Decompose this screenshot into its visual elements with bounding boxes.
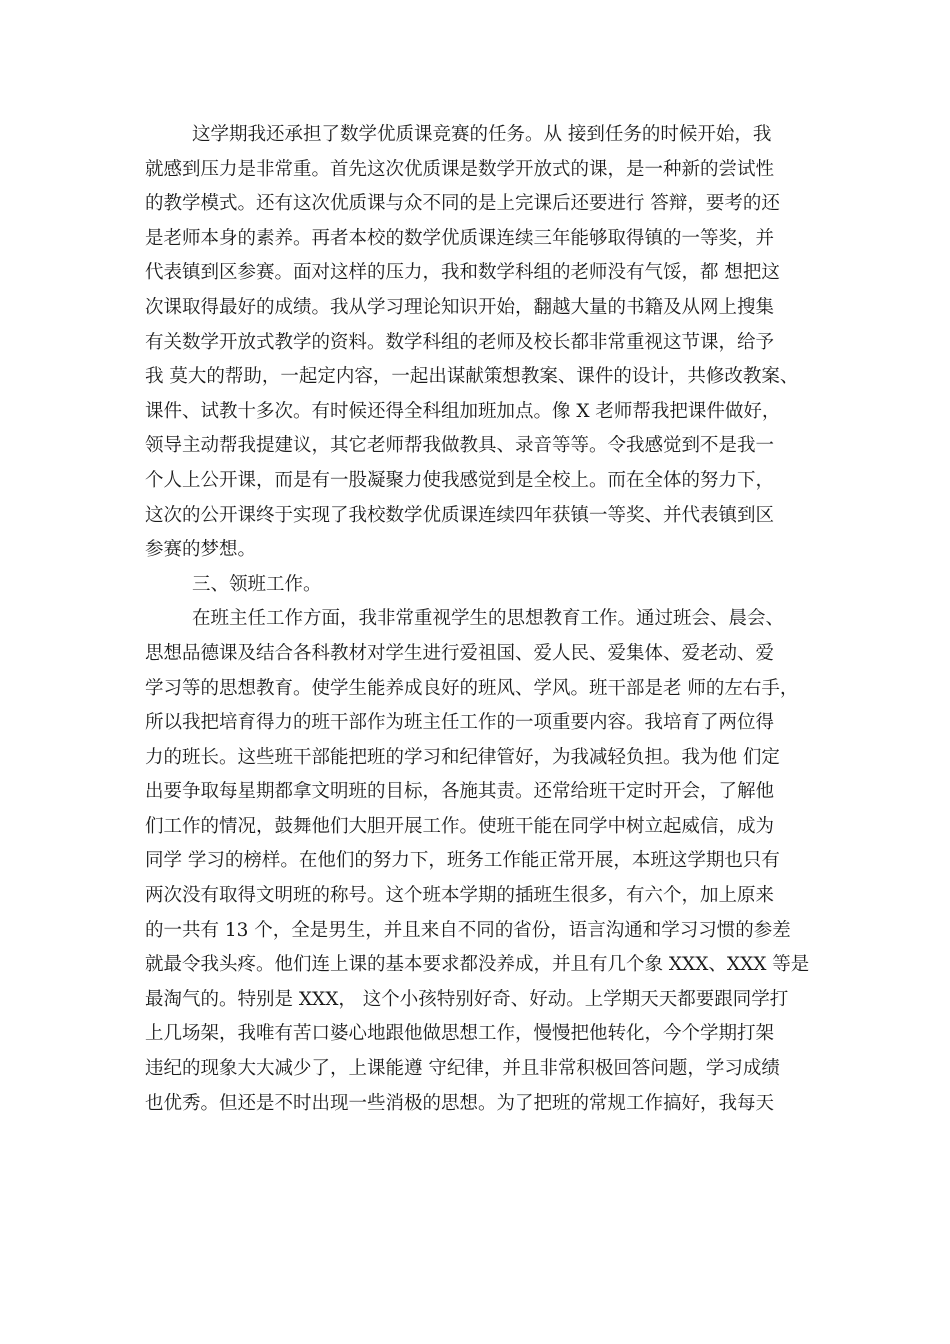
text-line: 出要争取每星期都拿文明班的目标，各施其责。还常给班干定时开会，了解他 [145,781,775,803]
text-line: 的一共有 13 个，全是男生，并且来自不同的省份，语言沟通和学习习惯的参差 [145,919,791,941]
text-line: 力的班长。这些班干部能把班的学习和纪律管好，为我减轻负担。我为他 们定 [145,746,780,768]
text-line: 代表镇到区参赛。面对这样的压力，我和数学科组的老师没有气馁，都 想把这 [145,262,780,284]
text-line: 个人上公开课，而是有一股凝聚力使我感觉到是全校上。而在全体的努力下， [145,469,775,491]
section-heading: 三、领班工作。 [145,573,322,595]
document-body [145,118,825,1121]
text-line: 次课取得最好的成绩。我从学习理论知识开始，翻越大量的书籍及从网上搜集 [145,296,775,318]
text-line: 所以我把培育得力的班干部作为班主任工作的一项重要内容。我培育了两位得 [145,712,775,734]
text-line: 课件、试教十多次。有时候还得全科组加班加点。像 X 老师帮我把课件做好， [145,400,781,422]
text-line: 学习等的思想教育。使学生能养成良好的班风、学风。班干部是老 师的左右手， [145,677,799,699]
text-line: 领导主动帮我提建议，其它老师帮我做教具、录音等等。令我感觉到不是我一 [145,435,775,457]
text-line: 同学 学习的榜样。在他们的努力下，班务工作能正常开展，本班这学期也只有 [145,850,780,872]
text-line: 们工作的情况，鼓舞他们大胆开展工作。使班干能在同学中树立起威信，成为 [145,815,775,837]
text-line: 违纪的现象大大减少了，上课能遵 守纪律，并且非常积极回答问题，学习成绩 [145,1058,780,1080]
text-line: 的教学模式。还有这次优质课与众不同的是上完课后还要进行 答辩，要考的还 [145,193,780,215]
text-line: 有关数学开放式教学的资料。数学科组的老师及校长都非常重视这节课，给予 [145,331,775,353]
text-line: 参赛的梦想。 [145,539,257,561]
text-line: 在班主任工作方面，我非常重视学生的思想教育工作。通过班会、晨会、 [145,608,785,630]
text-line: 最淘气的。特别是 XXX， 这个小孩特别好奇、好动。上学期天天都要跟同学打 [145,988,789,1010]
text-line: 这学期我还承担了数学优质课竞赛的任务。从 接到任务的时候开始，我 [145,124,772,145]
text-line: 思想品德课及结合各科教材对学生进行爱祖国、爱人民、爱集体、爱老动、爱 [145,642,775,664]
text-line: 是老师本身的素养。再者本校的数学优质课连续三年能够取得镇的一等奖，并 [145,227,775,249]
text-line: 两次没有取得文明班的称号。这个班本学期的插班生很多，有六个，加上原来 [145,885,775,907]
text-line: 就最令我头疼。他们连上课的基本要求都没养成，并且有几个象 XXX、XXX 等是 [145,954,810,976]
text-line: 也优秀。但还是不时出现一些消极的思想。为了把班的常规工作搞好，我每天 [145,1092,775,1114]
text-line: 这次的公开课终于实现了我校数学优质课连续四年获镇一等奖、并代表镇到区 [145,504,775,526]
text-line: 上几场架，我唯有苦口婆心地跟他做思想工作，慢慢把他转化，今个学期打架 [145,1023,775,1045]
text-line: 就感到压力是非常重。首先这次优质课是数学开放式的课，是一种新的尝试性 [145,158,775,180]
text-line: 我 莫大的帮助，一起定内容，一起出谋献策想教案、课件的设计，共修改教案、 [145,366,799,388]
